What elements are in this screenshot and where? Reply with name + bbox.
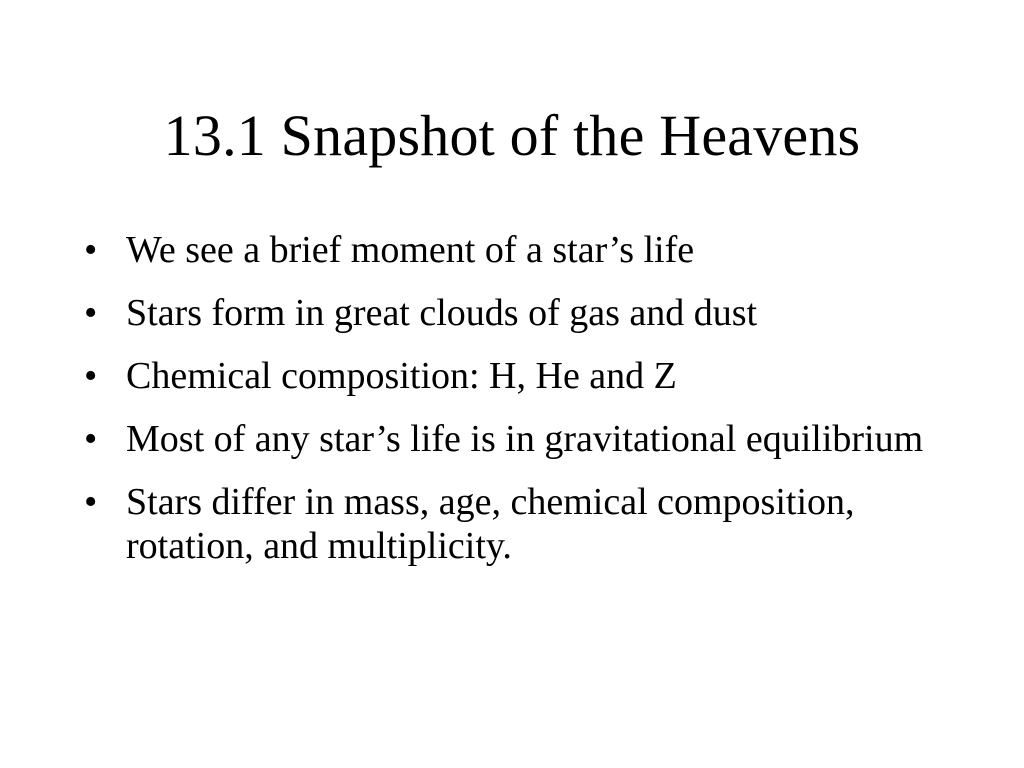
bullet-icon: • [84,292,98,334]
bullet-text: Most of any star’s life is in gravitational equilibrium [126,418,924,460]
bullet-item [84,417,944,461]
bullet-icon: • [84,229,98,271]
bullet-item [84,354,944,398]
bullet-item [84,480,944,568]
bullet-text: Chemical composition: H, He and Z [126,355,677,397]
bullet-text: Stars differ in mass, age, chemical composition, rotation, and multiplicity. [126,481,855,567]
bullet-list [84,228,944,587]
bullet-text: Stars form in great clouds of gas and dust [126,292,758,334]
bullet-icon: • [84,481,98,523]
bullet-text: We see a brief moment of a star’s life [126,229,695,271]
bullet-item [84,291,944,335]
bullet-item [84,228,944,272]
slide-title: 13.1 Snapshot of the Heavens [163,103,861,168]
bullet-icon: • [84,418,98,460]
bullet-icon: • [84,355,98,397]
